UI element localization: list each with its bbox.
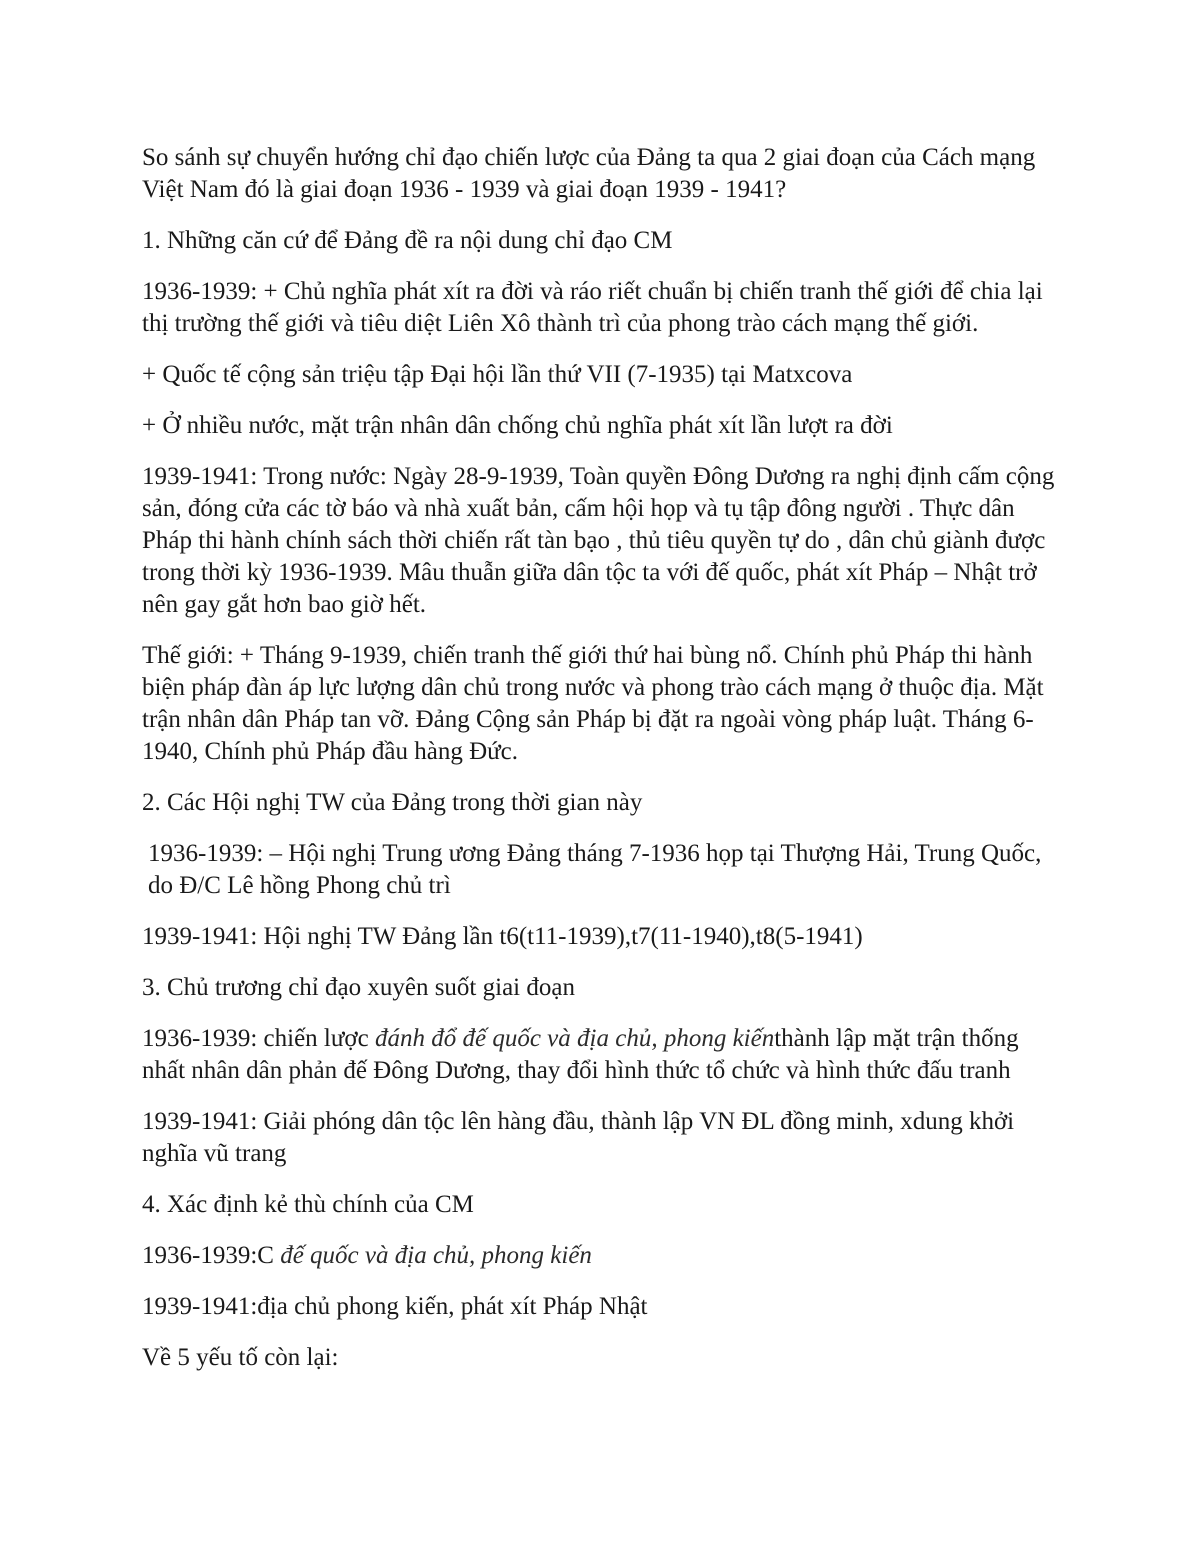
- section-1-heading: 1. Những căn cứ để Đảng đề ra nội dung chỉ đạo CM: [142, 227, 673, 254]
- section-1-paragraph-world: Thế giới: + Tháng 9-1939, chiến tranh thế giới thứ hai bùng nổ. Chính phủ Pháp thi hành biện pháp đàn áp lực lượng dân chủ trong nước và phong trào cách mạng ở thuộc địa. Mặt trận nhân dân Pháp tan vỡ. Đảng Cộng sản Pháp bị đặt ra ngoài vòng pháp luật. Tháng 6-1940, Chính phủ Pháp đầu hàng Đức.: [142, 642, 1044, 765]
- section-3-paragraph-1939-1941: 1939-1941: Giải phóng dân tộc lên hàng đầu, thành lập VN ĐL đồng minh, xdung khởi nghĩa vũ trang: [142, 1108, 1015, 1167]
- section-1-paragraph-1939-1941: 1939-1941: Trong nước: Ngày 28-9-1939, Toàn quyền Đông Dương ra nghị định cấm cộng sản, đóng cửa các tờ báo và nhà xuất bản, cấm hội họp và tụ tập đông người . Thực dân Pháp thi hành chính sách thời chiến rất tàn bạo , thủ tiêu quyền tự do , dân chủ giành được trong thời kỳ 1936-1939. Mâu thuẫn giữa dân tộc ta với đế quốc, phát xít Pháp – Nhật trở nên gay gắt hơn bao giờ hết.: [142, 463, 1055, 618]
- section-4-heading: 4. Xác định kẻ thù chính của CM: [142, 1191, 474, 1218]
- section-3-p1-italic: đánh đổ đế quốc và địa chủ, phong kiến: [374, 1025, 775, 1052]
- section-1-paragraph-1936-1939: 1936-1939: + Chủ nghĩa phát xít ra đời và ráo riết chuẩn bị chiến tranh thế giới để chia lại thị trường thế giới và tiêu diệt Liên Xô thành trì của phong trào cách mạng thế giới.: [142, 278, 1043, 337]
- section-3-heading: 3. Chủ trương chỉ đạo xuyên suốt giai đoạn: [142, 974, 575, 1001]
- section-4-p1-prefix: 1936-1939:C: [142, 1242, 281, 1269]
- section-3-p1-prefix: 1936-1939: chiến lược: [142, 1025, 375, 1052]
- section-3-p1-suffix: thành lập mặt trận thống nhất nhân dân phản đế Đông Dương, thay đổi hình thức tổ chức và hình thức đấu tranh: [142, 1025, 1019, 1084]
- section-4-p1-italic: đế quốc và địa chủ, phong kiến: [280, 1242, 592, 1269]
- section-3-paragraph-1936-1939: [142, 1023, 1062, 1087]
- document-title: So sánh sự chuyển hướng chỉ đạo chiến lược của Đảng ta qua 2 giai đoạn của Cách mạng Việt Nam đó là giai đoạn 1936 - 1939 và giai đoạn 1939 - 1941?: [142, 144, 1036, 203]
- section-4-paragraph-1936-1939: [142, 1240, 1062, 1272]
- section-2-paragraph-1936-1939: 1936-1939: – Hội nghị Trung ương Đảng tháng 7-1936 họp tại Thượng Hải, Trung Quốc, do Đ/C Lê hồng Phong chủ trì: [148, 840, 1042, 899]
- section-4-paragraph-1939-1941: 1939-1941:địa chủ phong kiến, phát xít Pháp Nhật: [142, 1293, 648, 1320]
- closing-line: Về 5 yếu tố còn lại:: [142, 1344, 339, 1371]
- section-1-paragraph-popular-fronts: + Ở nhiều nước, mặt trận nhân dân chống chủ nghĩa phát xít lần lượt ra đời: [142, 412, 893, 439]
- section-1-paragraph-comintern: + Quốc tế cộng sản triệu tập Đại hội lần thứ VII (7-1935) tại Matxcova: [142, 361, 853, 388]
- document-body: [142, 142, 1062, 1393]
- section-2-heading: 2. Các Hội nghị TW của Đảng trong thời gian này: [142, 789, 643, 816]
- section-2-paragraph-1939-1941: 1939-1941: Hội nghị TW Đảng lần t6(t11-1939),t7(11-1940),t8(5-1941): [142, 923, 863, 950]
